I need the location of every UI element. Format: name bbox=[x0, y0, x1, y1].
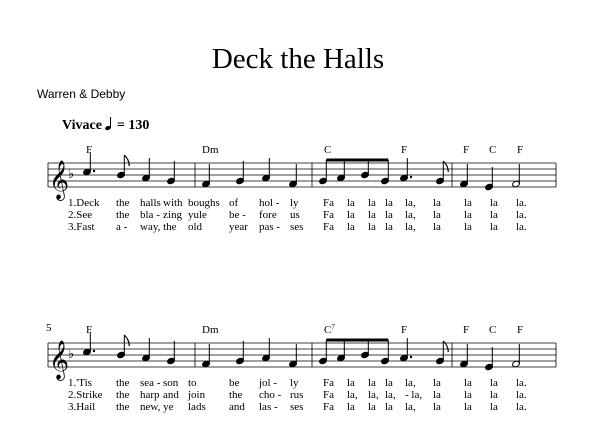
lyric-syllable: cho - bbox=[259, 389, 282, 401]
lyric-syllable: fore bbox=[259, 209, 277, 221]
lyric-syllable: be bbox=[229, 377, 240, 389]
lyric-syllable: the bbox=[116, 209, 130, 221]
lyric-syllable: the bbox=[116, 389, 130, 401]
lyric-syllable: new, ye bbox=[140, 401, 174, 413]
lyric-syllable: hol - bbox=[259, 197, 280, 209]
staff-system bbox=[48, 144, 556, 233]
lyric-syllable: la, bbox=[405, 401, 416, 413]
lyric-syllable: la bbox=[368, 197, 376, 209]
lyric-syllable: Fa bbox=[323, 221, 334, 233]
lyric-syllable: join bbox=[188, 389, 206, 401]
chord-symbol: C bbox=[324, 144, 332, 156]
lyric-syllable: la bbox=[464, 221, 472, 233]
chord-symbol: F bbox=[517, 144, 524, 156]
chord-symbol: F bbox=[86, 324, 93, 336]
lyric-syllable: ly bbox=[290, 197, 299, 209]
lyric-syllable: la. bbox=[516, 209, 527, 221]
lyric-syllable: la, bbox=[405, 377, 416, 389]
dot bbox=[93, 170, 95, 172]
lyric-syllable: 1.Deck bbox=[68, 197, 100, 209]
chord-symbol: F bbox=[401, 324, 408, 336]
lyric-syllable: la bbox=[433, 197, 441, 209]
lyric-syllable: zing bbox=[163, 209, 182, 221]
flat-icon: ♭ bbox=[68, 167, 75, 182]
lyric-syllable: la bbox=[385, 401, 393, 413]
chord-symbol: F bbox=[517, 324, 524, 336]
lyric-syllable: la bbox=[464, 209, 472, 221]
lyric-syllable: la bbox=[433, 209, 441, 221]
lyric-syllable: a - bbox=[116, 221, 128, 233]
song-title: Deck the Halls bbox=[211, 43, 385, 75]
lyric-syllable: and bbox=[163, 389, 179, 401]
lyric-syllable: la bbox=[433, 221, 441, 233]
lyric-syllable: la bbox=[490, 197, 498, 209]
lyric-syllable: la bbox=[490, 401, 498, 413]
chord-symbol: Dm bbox=[202, 144, 219, 156]
lyric-syllable: harp bbox=[140, 389, 160, 401]
lyric-syllable: Fa bbox=[323, 401, 334, 413]
lyric-syllable: the bbox=[116, 401, 130, 413]
lyric-syllable: la bbox=[368, 221, 376, 233]
lyric-syllable: la bbox=[385, 209, 393, 221]
treble-clef-icon: 𝄞 bbox=[49, 160, 70, 200]
lyric-syllable: la bbox=[490, 377, 498, 389]
lyric-syllable: the bbox=[116, 377, 130, 389]
dot bbox=[410, 356, 412, 358]
lyric-syllable: la bbox=[385, 221, 393, 233]
chord-symbol: F bbox=[463, 144, 470, 156]
lyric-syllable: and bbox=[229, 401, 245, 413]
lyric-syllable: la bbox=[385, 377, 393, 389]
lyric-syllable: la bbox=[464, 389, 472, 401]
lyric-syllable: Fa bbox=[323, 389, 334, 401]
lyric-syllable: la. bbox=[516, 197, 527, 209]
lyric-syllable: halls bbox=[140, 197, 161, 209]
lyric-syllable: la, bbox=[405, 197, 416, 209]
lyric-syllable: the bbox=[116, 197, 130, 209]
chord-symbol: C bbox=[489, 144, 497, 156]
lyric-syllable: la bbox=[464, 401, 472, 413]
flat-icon: ♭ bbox=[68, 347, 75, 362]
lyric-syllable: la bbox=[433, 401, 441, 413]
dot bbox=[93, 350, 95, 352]
lyric-syllable: - la, bbox=[405, 389, 423, 401]
lyric-syllable: way, the bbox=[140, 221, 177, 233]
lyric-syllable: la. bbox=[516, 401, 527, 413]
lyric-syllable: rus bbox=[290, 389, 304, 401]
lyric-syllable: la bbox=[433, 389, 441, 401]
lyric-syllable: la bbox=[464, 377, 472, 389]
lyric-syllable: la bbox=[433, 377, 441, 389]
lyric-syllable: be - bbox=[229, 209, 246, 221]
lyric-syllable: la bbox=[347, 401, 355, 413]
eighth-flag bbox=[124, 335, 129, 346]
treble-clef-icon: 𝄞 bbox=[49, 340, 70, 380]
lyric-syllable: son bbox=[163, 377, 179, 389]
lyric-syllable: la bbox=[490, 221, 498, 233]
lyric-syllable: old bbox=[188, 221, 203, 233]
lyric-syllable: la bbox=[490, 209, 498, 221]
lyric-syllable: us bbox=[290, 209, 300, 221]
chord-symbol: Dm bbox=[202, 324, 219, 336]
lyric-syllable: lads bbox=[188, 401, 206, 413]
lyric-syllable: ses bbox=[290, 221, 304, 233]
composer-credit: Warren & Debby bbox=[37, 87, 126, 101]
chord-symbol: F bbox=[401, 144, 408, 156]
lyric-syllable: pas - bbox=[259, 221, 281, 233]
lyric-syllable: la. bbox=[516, 377, 527, 389]
lyric-syllable: the bbox=[229, 389, 243, 401]
lyric-syllable: la, bbox=[368, 389, 379, 401]
lyric-syllable: of bbox=[229, 197, 239, 209]
lyric-syllable: year bbox=[229, 221, 248, 233]
lyric-syllable: la, bbox=[405, 209, 416, 221]
lyric-syllable: to bbox=[188, 377, 197, 389]
chord-symbol: $C^7$ bbox=[324, 323, 335, 336]
lyric-syllable: la bbox=[347, 377, 355, 389]
lyric-syllable: 2.See bbox=[68, 209, 93, 221]
lyric-syllable: boughs bbox=[188, 197, 220, 209]
lyric-syllable: la, bbox=[385, 389, 396, 401]
chord-symbol: F bbox=[86, 144, 93, 156]
lyric-syllable: la bbox=[347, 221, 355, 233]
lyric-syllable: 3.Hail bbox=[68, 401, 96, 413]
lyric-syllable: la bbox=[347, 197, 355, 209]
lyric-syllable: la. bbox=[516, 389, 527, 401]
lyric-syllable: las - bbox=[259, 401, 278, 413]
lyric-syllable: la bbox=[385, 197, 393, 209]
lyric-syllable: la bbox=[490, 389, 498, 401]
lyric-syllable: la bbox=[368, 377, 376, 389]
lyric-syllable: la bbox=[368, 209, 376, 221]
chord-symbol: F bbox=[463, 324, 470, 336]
chord-symbol: C bbox=[489, 324, 497, 336]
lyric-syllable: la bbox=[464, 197, 472, 209]
lyric-syllable: Fa bbox=[323, 197, 334, 209]
lyric-syllable: yule bbox=[188, 209, 207, 221]
staff-system bbox=[48, 323, 556, 413]
lyric-syllable: 2.Strike bbox=[68, 389, 103, 401]
lyric-syllable: Fa bbox=[323, 377, 334, 389]
lyric-syllable: ly bbox=[290, 377, 299, 389]
lyric-syllable: la bbox=[347, 209, 355, 221]
tempo-bpm: = 130 bbox=[116, 118, 150, 133]
lyric-syllable: ses bbox=[290, 401, 304, 413]
eighth-flag bbox=[124, 155, 129, 166]
tempo-word: Vivace bbox=[62, 118, 102, 133]
lyric-syllable: la bbox=[368, 401, 376, 413]
lyric-syllable: 1.'Tis bbox=[68, 377, 92, 389]
dot bbox=[410, 176, 412, 178]
lyric-syllable: sea - bbox=[140, 377, 161, 389]
lyric-syllable: jol - bbox=[259, 377, 278, 389]
lyric-syllable: la. bbox=[516, 221, 527, 233]
lyric-syllable: bla - bbox=[140, 209, 160, 221]
lyric-syllable: Fa bbox=[323, 209, 334, 221]
lyric-syllable: 3.Fast bbox=[68, 221, 95, 233]
lyric-syllable: la, bbox=[405, 221, 416, 233]
measure-number: 5 bbox=[46, 322, 52, 334]
lyric-syllable: la, bbox=[347, 389, 358, 401]
lyric-syllable: with bbox=[163, 197, 183, 209]
